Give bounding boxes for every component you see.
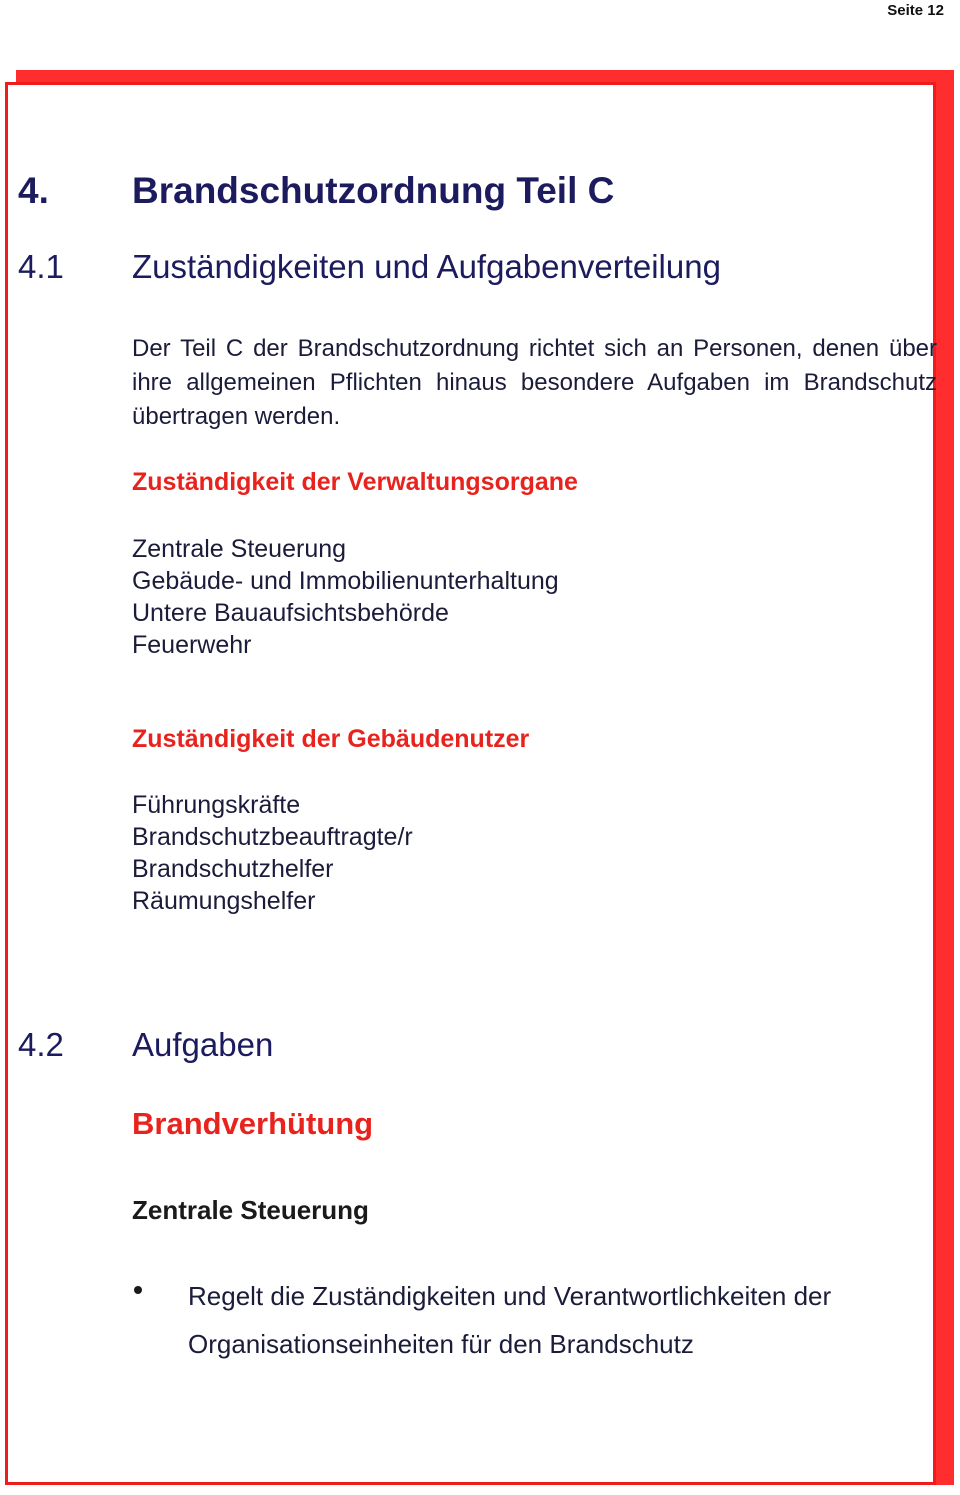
heading-brandverhuetung: Brandverhütung <box>132 1106 374 1141</box>
section-heading-4-2 <box>18 1026 273 1064</box>
list-item: Zentrale Steuerung <box>132 535 347 563</box>
section-number: 4. <box>18 170 49 211</box>
section-number: 4.1 <box>18 248 64 285</box>
list-item: Gebäude- und Immobilienunterhaltung <box>132 567 559 595</box>
heading-gebaeudenutzer: Zuständigkeit der Gebäudenutzer <box>132 725 530 753</box>
heading-verwaltungsorgane: Zuständigkeit der Verwaltungsorgane <box>132 468 578 496</box>
bullet-text: Regelt die Zuständigkeiten und Verantwortlichkeiten der Organisationseinheiten für den Brandschutz <box>188 1281 832 1359</box>
list-item: Brandschutzbeauftragte/r <box>132 823 413 851</box>
list-item: Feuerwehr <box>132 631 252 659</box>
section-heading-4-1 <box>18 248 721 286</box>
heading-zentrale-steuerung: Zentrale Steuerung <box>132 1195 369 1225</box>
list-item: Brandschutzhelfer <box>132 855 334 883</box>
section-title: Aufgaben <box>132 1026 274 1063</box>
section-title: Brandschutzordnung Teil C <box>132 170 615 211</box>
list-verwaltungsorgane <box>132 533 559 661</box>
page-number: Seite 12 <box>887 2 944 19</box>
bullet-icon <box>134 1286 142 1294</box>
list-item: Untere Bauaufsichtsbehörde <box>132 599 449 627</box>
section-number: 4.2 <box>18 1026 64 1063</box>
list-item: Führungskräfte <box>132 791 301 819</box>
section-title: Zuständigkeiten und Aufgabenverteilung <box>132 248 721 285</box>
list-gebaeudenutzer <box>132 789 413 917</box>
intro-paragraph: Der Teil C der Brandschutzordnung richtet sich an Personen, denen über ihre allgemeinen Pflichten hinaus besondere Aufgaben im Brandschutz übertragen werden. <box>132 335 937 430</box>
section-heading-4 <box>18 170 614 212</box>
list-item: Räumungshelfer <box>132 887 316 915</box>
